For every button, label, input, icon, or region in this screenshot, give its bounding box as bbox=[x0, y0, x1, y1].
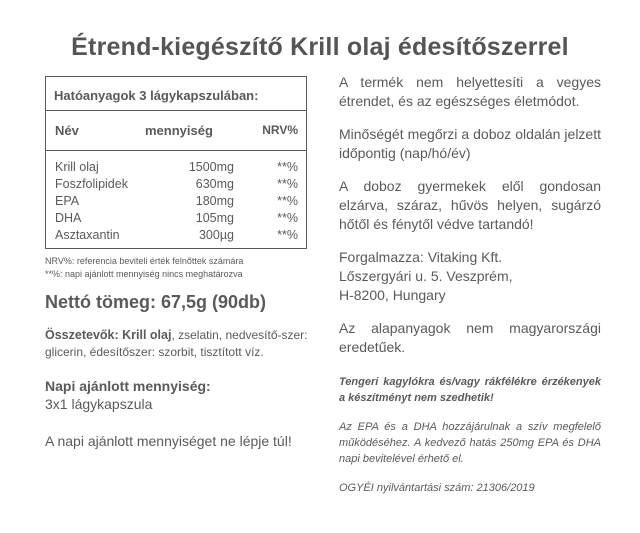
row-amount: 630mg bbox=[195, 177, 234, 191]
table-row bbox=[46, 228, 306, 244]
ingredients-text: , zselatin, nedvesítő-szer: glicerin, édesítőszer: szorbit, tisztított víz. bbox=[45, 328, 308, 359]
ingredients: Összetevők: Krill olaj, zselatin, nedvesítő-szer: glicerin, édesítőszer: szorbit, tisztított víz. bbox=[45, 328, 308, 359]
dose-value: 3x1 lágykapszula bbox=[45, 396, 153, 412]
footnote-nrv: NRV%: referencia beviteli érték felnőttek számára bbox=[45, 256, 244, 266]
registration-number: OGYÉI nyilvántartási szám: 21306/2019 bbox=[339, 482, 535, 494]
ingredients-label: Összetevők bbox=[45, 328, 115, 342]
distributor bbox=[339, 248, 601, 305]
column-header-nrv: NRV% bbox=[262, 123, 298, 137]
distributor-line: Lőszergyári u. 5. Veszprém, bbox=[339, 268, 513, 284]
row-name: EPA bbox=[55, 194, 80, 208]
ingredients-highlight: Krill olaj bbox=[122, 328, 172, 342]
right-column bbox=[339, 73, 601, 494]
column-header-amount: mennyiség bbox=[145, 123, 213, 138]
row-nrv: **% bbox=[277, 160, 298, 174]
table-row bbox=[46, 211, 306, 227]
row-nrv: **% bbox=[277, 177, 298, 191]
row-name: Foszfolipidek bbox=[55, 177, 128, 191]
origin-notice: Az alapanyagok nem magyarországi eredetűek. bbox=[339, 320, 601, 355]
row-name: Asztaxantin bbox=[55, 228, 120, 242]
distributor-line: H-8200, Hungary bbox=[339, 287, 446, 303]
row-nrv: **% bbox=[277, 194, 298, 208]
table-heading: Hatóanyagok 3 lágykapszulában: bbox=[54, 88, 259, 103]
page-title: Étrend-kiegészítő Krill olaj édesítőszerrel bbox=[71, 33, 569, 61]
column-header-name: Név bbox=[55, 123, 79, 138]
diet-notice: A termék nem helyettesíti a vegyes étrendet, és az egészséges életmódot. bbox=[339, 74, 601, 109]
table-row bbox=[46, 160, 306, 176]
dose-title: Napi ajánlott mennyiség: bbox=[45, 378, 211, 394]
row-amount: 105mg bbox=[195, 211, 234, 225]
net-weight: Nettó tömeg: 67,5g (90db) bbox=[45, 292, 267, 312]
row-name: Krill olaj bbox=[55, 160, 99, 174]
row-name: DHA bbox=[55, 211, 82, 225]
table-divider bbox=[46, 150, 306, 151]
row-nrv: **% bbox=[277, 211, 298, 225]
allergy-warning: Tengeri kagylókra és/vagy rákfélékre érzékenyek a készítményt nem szedhetik! bbox=[339, 376, 601, 404]
left-column bbox=[45, 76, 310, 451]
distributor-line: Forgalmazza: Vitaking Kft. bbox=[339, 249, 503, 265]
dose-warning: A napi ajánlott mennyiséget ne lépje túl! bbox=[45, 433, 292, 449]
row-amount: 300µg bbox=[198, 228, 234, 242]
row-amount: 1500mg bbox=[188, 160, 234, 174]
row-nrv: **% bbox=[277, 228, 298, 242]
table-row bbox=[46, 177, 306, 193]
health-claim: Az EPA és a DHA hozzájárulnak a szív megfelelő működéséhez. A kedvező hatás 250mg EPA és DHA napi bevitelével érhető el. bbox=[339, 421, 601, 465]
storage-notice: A doboz gyermekek elől gondosan elzárva, száraz, hűvös helyen, sugárzó hőtől és fénytől védve tartandó! bbox=[339, 178, 601, 232]
table-footnotes bbox=[45, 255, 310, 281]
table-divider bbox=[46, 110, 306, 111]
row-amount: 180mg bbox=[195, 194, 234, 208]
table-row bbox=[46, 194, 306, 210]
nutrition-table bbox=[45, 76, 307, 249]
best-before-notice: Minőségét megőrzi a doboz oldalán jelzett időpontig (nap/hó/év) bbox=[339, 126, 601, 161]
footnote-stars: **%: napi ajánlott mennyiség nincs meghatározva bbox=[45, 269, 243, 279]
